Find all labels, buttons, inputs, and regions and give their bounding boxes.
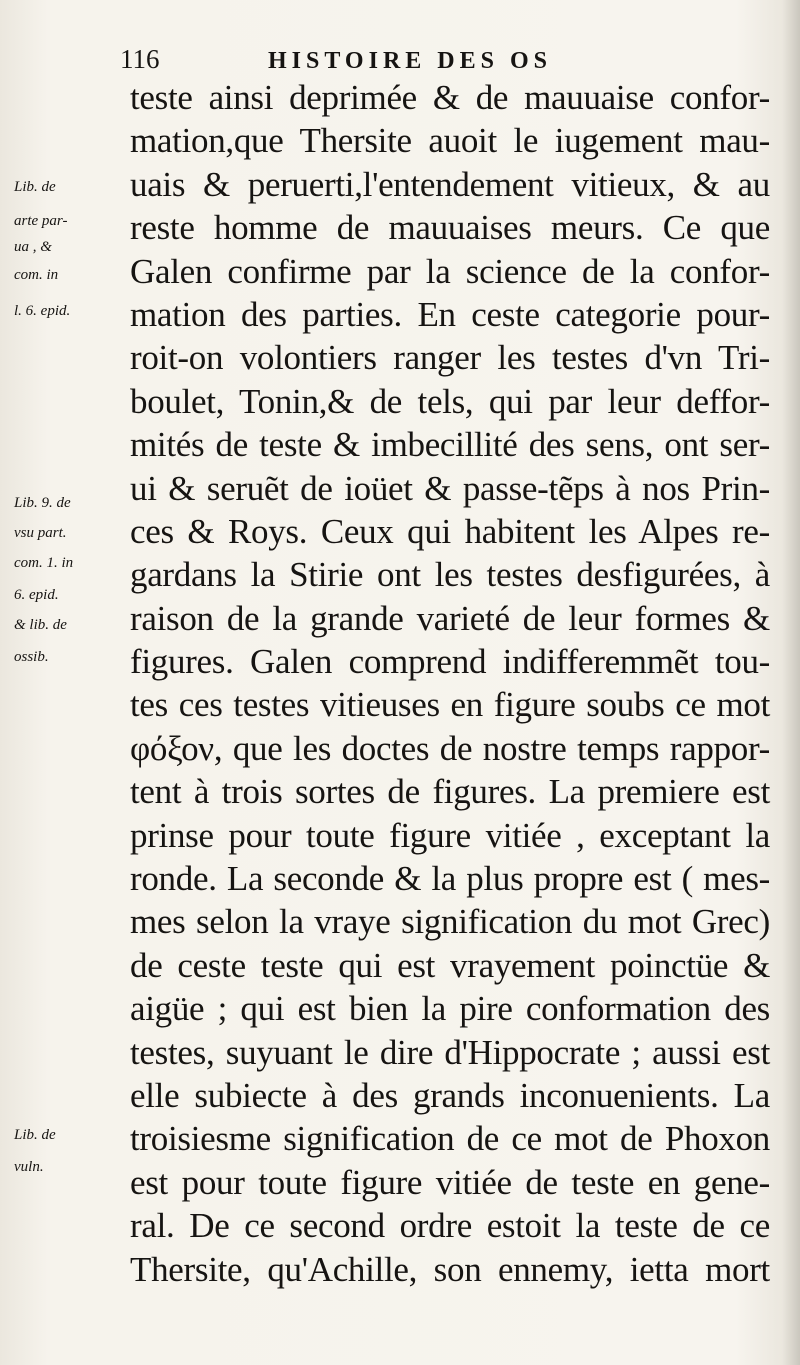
text-line: elle subiecte à des grands inconuenients. La [130, 1075, 770, 1115]
text-line: uais & peruerti,l'entendement vitieux, & au [130, 164, 770, 204]
text-line: boulet, Tonin,& de tels, qui par leur deffor- [130, 381, 770, 421]
text-line: mités de teste & imbecillité des sens, ont ser- [130, 425, 770, 465]
text-line: teste ainsi deprimée & de mauuaise confor- [130, 78, 770, 117]
text-line: reste homme de mauuaises meurs. Ce que [130, 208, 770, 248]
text-line: est pour toute figure vitiée de teste en gene- [130, 1162, 770, 1202]
page-gutter-shadow [782, 0, 800, 1365]
text-line: Thersite, qu'Achille, son ennemy, ietta mort [130, 1249, 770, 1289]
margin-note: com. 1. in [14, 555, 74, 571]
text-line: tent à trois sortes de figures. La premiere est [130, 772, 770, 812]
margin-note: vuln. [14, 1159, 44, 1175]
margin-note: Lib. 9. de [14, 495, 71, 511]
margin-note: l. 6. epid. [14, 303, 71, 319]
text-line: gardans la Stirie ont les testes desfigurées, à [130, 555, 770, 595]
text-line: ui & seruẽt de ioüet & passe-tẽps à nos Prin- [130, 468, 770, 508]
text-line: mes selon la vraye signification du mot Grec) [130, 902, 770, 942]
text-line: troisiesme signification de ce mot de Phoxon [130, 1119, 770, 1159]
text-line: de ceste teste qui est vrayement poinctüe & [130, 945, 770, 985]
text-line: φόξον, que les doctes de nostre temps rappor- [130, 728, 770, 768]
text-line: roit-on volontiers ranger les testes d'vn Tri- [130, 338, 770, 378]
text-line: aigüe ; qui est bien la pire conformation des [130, 989, 770, 1029]
main-text [130, 76, 770, 1291]
margin-note: ossib. [14, 649, 49, 665]
text-line: mation des parties. En ceste categorie pour- [130, 294, 770, 334]
running-head: HISTOIRE DES OS [268, 48, 552, 74]
text-line: ronde. La seconde & la plus propre est ( mes- [130, 859, 770, 899]
text-line: Galen confirme par la science de la confor- [130, 251, 770, 291]
margin-note: 6. epid. [14, 587, 59, 603]
text-line: raison de la grande varieté de leur formes & [130, 598, 770, 638]
margin-note: vsu part. [14, 525, 67, 541]
text-line: tes ces testes vitieuses en figure soubs ce mot [130, 685, 770, 725]
margin-note: Lib. de [14, 1127, 56, 1143]
margin-note: com. in [14, 267, 59, 283]
text-line: ral. De ce second ordre estoit la teste de ce [130, 1206, 770, 1246]
margin-note: arte par- [14, 213, 68, 229]
text-line: figures. Galen comprend indifferemmẽt tou- [130, 642, 770, 682]
text-line: mation,que Thersite auoit le iugement mau- [130, 121, 770, 161]
text-line: testes, suyuant le dire d'Hippocrate ; aussi est [130, 1032, 770, 1072]
margin-note: & lib. de [14, 617, 67, 633]
text-line: prinse pour toute figure vitiée , exceptant la [130, 815, 770, 855]
margin-note: Lib. de [14, 179, 56, 195]
text-line: ces & Roys. Ceux qui habitent les Alpes re- [130, 511, 770, 551]
margin-note: ua , & [14, 239, 52, 255]
page-number: 116 [120, 44, 160, 74]
